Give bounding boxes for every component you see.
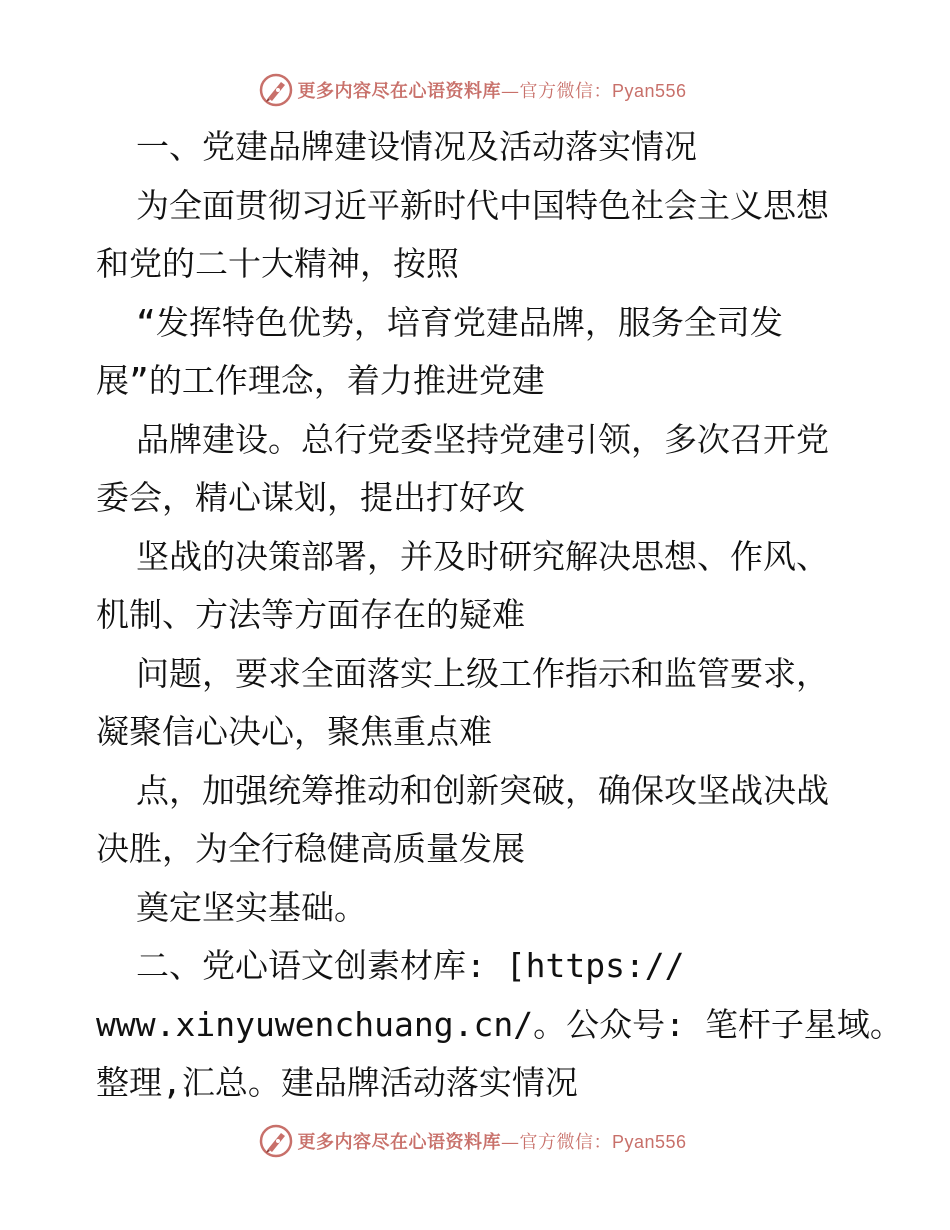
footer-wechat-id: Pyan556 bbox=[611, 1132, 687, 1152]
header-separator: — bbox=[500, 81, 520, 102]
paragraph-line: 奠定坚实基础。 bbox=[136, 887, 367, 927]
footer-banner bbox=[0, 1121, 950, 1161]
document-body bbox=[96, 118, 903, 1113]
paragraph-line: www.xinyuwenchuang.cn/。公众号: 笔杆子星域。 bbox=[96, 1004, 903, 1044]
paragraph-line: 品牌建设。总行党委坚持党建引领，多次召开党 bbox=[136, 419, 829, 459]
header-wechat-label: 官方微信： bbox=[519, 81, 612, 102]
paragraph-line: 为全面贯彻习近平新时代中国特色社会主义思想 bbox=[136, 185, 829, 225]
header-banner bbox=[0, 70, 950, 110]
footer-wechat-label: 官方微信： bbox=[519, 1132, 612, 1153]
heading-two: 二、党心语文创素材库: [https:// bbox=[136, 946, 685, 985]
pen-logo-icon bbox=[259, 73, 293, 107]
paragraph-line: 凝聚信心决心，聚焦重点难 bbox=[96, 712, 492, 751]
header-wechat-id: Pyan556 bbox=[611, 81, 687, 101]
header-brand-text: 更多内容尽在心语资料库 bbox=[297, 81, 501, 102]
paragraph-line: 坚战的决策部署，并及时研究解决思想、作风、 bbox=[136, 536, 829, 576]
heading-one: 一、党建品牌建设情况及活动落实情况 bbox=[136, 127, 697, 166]
paragraph-line: 和党的二十大精神，按照 bbox=[96, 244, 459, 283]
footer-separator: — bbox=[500, 1132, 520, 1153]
pen-logo-icon bbox=[259, 1124, 293, 1158]
paragraph-line: 展”的工作理念，着力推进党建 bbox=[96, 361, 545, 400]
header-banner-inner bbox=[259, 73, 686, 107]
paragraph-line: 机制、方法等方面存在的疑难 bbox=[96, 595, 525, 634]
footer-banner-text bbox=[297, 1128, 686, 1154]
paragraph-line: 点，加强统筹推动和创新突破，确保攻坚战决战 bbox=[136, 770, 829, 810]
paragraph-line: 问题，要求全面落实上级工作指示和监管要求， bbox=[136, 653, 829, 693]
paragraph-line: 决胜，为全行稳健高质量发展 bbox=[96, 829, 525, 868]
header-banner-text bbox=[297, 77, 686, 103]
paragraph-line: “发挥特色优势，培育党建品牌，服务全司发 bbox=[136, 302, 783, 342]
footer-banner-inner bbox=[259, 1124, 686, 1158]
footer-brand-text: 更多内容尽在心语资料库 bbox=[297, 1132, 501, 1153]
paragraph-line: 委会，精心谋划，提出打好攻 bbox=[96, 478, 525, 517]
paragraph-line: 整理,汇总。建品牌活动落实情况 bbox=[96, 1063, 578, 1102]
